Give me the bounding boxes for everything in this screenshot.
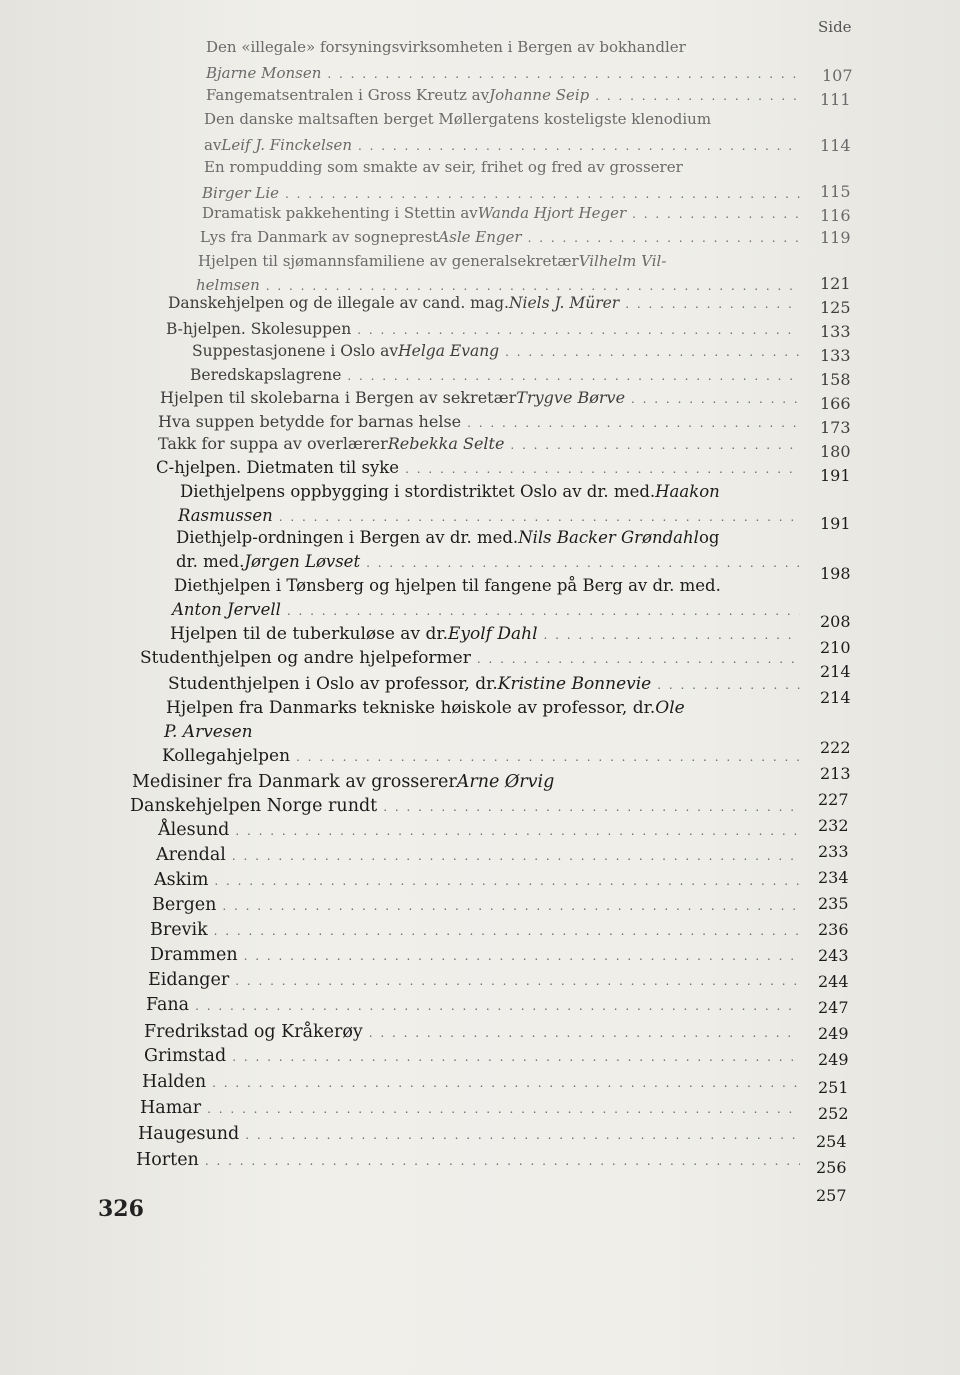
toc-entry: [136, 1150, 806, 1170]
toc-entry-author: Birger Lie: [202, 184, 280, 202]
folio-page-number: 326: [98, 1196, 144, 1222]
toc-entry: [176, 552, 806, 571]
toc-entry-author: Arne Ørvig: [456, 772, 555, 792]
toc-entry-title: Den danske maltsaften berget Møllergatens kosteligste klenodium: [204, 110, 712, 128]
toc-entry: [162, 746, 806, 766]
page-number: 222: [820, 738, 851, 757]
toc-entry: [190, 366, 806, 384]
page-number: 251: [818, 1078, 849, 1097]
toc-entry-title: Ålesund: [158, 820, 230, 840]
page-number: 133: [820, 322, 851, 341]
toc-entry: [204, 158, 806, 176]
toc-entry: [168, 294, 806, 312]
page-number: 233: [818, 842, 849, 861]
toc-entry-title: Medisiner fra Danmark av grosserer: [132, 772, 457, 792]
toc-entry: [206, 38, 806, 56]
toc-entry-title: Diethjelp-ordningen i Bergen av dr. med.: [176, 528, 519, 547]
toc-entry: [148, 970, 806, 990]
toc-entry-title: C-hjelpen. Dietmaten til syke: [156, 458, 400, 477]
toc-entry-author: Nils Backer Grøndahl: [518, 528, 699, 547]
toc-entry-title: Kollegahjelpen: [162, 746, 291, 766]
toc-entry-title: Hamar: [140, 1098, 202, 1118]
leader-dots: [366, 556, 800, 570]
toc-entry-author: P. Arvesen: [164, 722, 253, 742]
toc-entry: [158, 412, 806, 431]
toc-entry: [166, 320, 806, 338]
toc-entry-author: Bjarne Monsen: [206, 64, 322, 82]
leader-dots: [232, 849, 800, 863]
leader-dots: [235, 974, 800, 988]
leader-dots: [631, 392, 800, 406]
toc-entry-author: Rasmussen: [178, 506, 273, 525]
toc-entry: [138, 1124, 806, 1144]
toc-entry-author: Eyolf Dahl: [448, 624, 538, 644]
page-number: 252: [818, 1104, 849, 1123]
leader-dots: [235, 824, 800, 838]
leader-dots: [195, 999, 800, 1013]
toc-entry-author: Ole: [655, 698, 685, 718]
toc-entry: [202, 204, 806, 222]
toc-entry: [160, 388, 806, 407]
toc-entry-title: Diethjelpens oppbygging i stordistriktet Oslo av dr. med.: [180, 482, 656, 501]
page-column-header: Side: [818, 18, 852, 36]
toc-entry-author: Asle Enger: [438, 228, 522, 246]
leader-dots: [477, 652, 800, 666]
page-number: 173: [820, 418, 851, 437]
toc-entry: [144, 1046, 806, 1066]
page-number: 249: [818, 1050, 849, 1069]
toc-entry: [154, 870, 806, 890]
page-number: 244: [818, 972, 849, 991]
toc-entry-author: Vilhelm Vil-: [578, 252, 667, 270]
leader-dots: [595, 89, 800, 103]
toc-entry-title: Diethjelpen i Tønsberg og hjelpen til fangene på Berg av dr. med.: [174, 576, 721, 595]
toc-entry-author: Kristine Bonnevie: [497, 674, 652, 694]
leader-dots: [528, 231, 800, 245]
page-number: 180: [820, 442, 851, 461]
toc-entry-title: Bergen: [152, 895, 217, 915]
toc-entry: [144, 1022, 806, 1042]
page-number: 234: [818, 868, 849, 887]
toc-entry: [202, 184, 806, 202]
toc-entry-title: B-hjelpen. Skolesuppen: [166, 320, 352, 338]
leader-dots: [510, 438, 800, 452]
toc-entry-suffix: og: [698, 528, 720, 547]
leader-dots: [405, 462, 800, 476]
toc-entry-title: Takk for suppa av overlærer: [158, 434, 388, 453]
page-number: 254: [816, 1132, 847, 1151]
page-number: 213: [820, 764, 851, 783]
toc-entry-title: En rompudding som smakte av seir, frihet og fred av grosserer: [204, 158, 683, 176]
toc-entry: [176, 528, 806, 547]
toc-entry-title: Beredskapslagrene: [190, 366, 342, 384]
toc-entry-author: Leif J. Finckelsen: [221, 136, 353, 154]
page-number: 249: [818, 1024, 849, 1043]
leader-dots: [358, 139, 800, 153]
toc-entry: [206, 64, 806, 82]
page-number: 121: [820, 274, 851, 293]
toc-entry-title: Hjelpen fra Danmarks tekniske høiskole av professor, dr.: [166, 698, 656, 718]
leader-dots: [544, 628, 800, 642]
page-number: 133: [820, 346, 851, 365]
toc-entry: [146, 995, 806, 1015]
leader-dots: [232, 1050, 800, 1064]
leader-dots: [222, 899, 800, 913]
leader-dots: [244, 949, 800, 963]
toc-entry-author: Wanda Hjort Heger: [477, 204, 627, 222]
leader-dots: [505, 345, 800, 359]
page-number: 235: [818, 894, 849, 913]
toc-entry-title: Studenthjelpen og andre hjelpeformer: [140, 648, 471, 668]
toc-entry-title: Danskehjelpen og de illegale av cand. mag.: [168, 294, 509, 312]
toc-entry-author: helmsen: [196, 276, 260, 294]
toc-entry-author: Trygve Børve: [516, 388, 626, 407]
page-number: 208: [820, 612, 851, 631]
leader-dots: [369, 1026, 800, 1040]
toc-entry-title: Hjelpen til sjømannsfamiliene av generalsekretær: [198, 252, 579, 270]
page-number: 125: [820, 298, 851, 317]
leader-dots: [383, 800, 800, 814]
toc-entry-title: Hjelpen til de tuberkuløse av dr.: [170, 624, 448, 644]
page-number: 191: [820, 466, 851, 485]
toc-entry: [180, 482, 806, 501]
toc-entry: [172, 600, 806, 619]
page-number: 236: [818, 920, 849, 939]
toc-entry: [166, 698, 806, 718]
toc-entry-title: Fana: [146, 995, 190, 1015]
leader-dots: [207, 1102, 800, 1116]
leader-dots: [285, 187, 800, 201]
page-number: 119: [820, 228, 851, 247]
leader-dots: [296, 750, 800, 764]
leader-dots: [212, 1076, 800, 1090]
toc-entry-title: Fredrikstad og Kråkerøy: [144, 1022, 363, 1042]
toc-entry: [192, 342, 806, 360]
leader-dots: [357, 323, 800, 337]
toc-entry: [164, 722, 806, 742]
toc-entry-title: Danskehjelpen Norge rundt: [130, 796, 378, 816]
toc-entry-author: Jørgen Løvset: [244, 552, 361, 571]
leader-dots: [347, 369, 800, 383]
leader-dots: [266, 279, 800, 293]
page-number: 210: [820, 638, 851, 657]
page-number: 166: [820, 394, 851, 413]
toc-entry: [174, 576, 806, 595]
toc-entry-title: Suppestasjonene i Oslo av: [192, 342, 399, 360]
toc-entry-title: Brevik: [150, 920, 208, 940]
page-number: 114: [820, 136, 851, 155]
leader-dots: [327, 67, 800, 81]
page-number: 116: [820, 206, 851, 225]
page-number: 247: [818, 998, 849, 1017]
toc-entry-author: Anton Jervell: [172, 600, 281, 619]
toc-entry-title: Fangematsentralen i Gross Kreutz av: [206, 86, 490, 104]
toc-entry-title: Askim: [154, 870, 209, 890]
toc-entry: [150, 945, 806, 965]
page-number: 257: [816, 1186, 847, 1205]
toc-entry: [198, 252, 806, 270]
toc-entry-title: av: [204, 136, 222, 154]
toc-entry-author: Johanne Seip: [489, 86, 590, 104]
page-number: 256: [816, 1158, 847, 1177]
page-number: 227: [818, 790, 849, 809]
toc-entry-title: Studenthjelpen i Oslo av professor, dr.: [168, 674, 498, 694]
toc-entry-title: Dramatisk pakkehenting i Stettin av: [202, 204, 478, 222]
leader-dots: [214, 874, 800, 888]
toc-entry: [132, 772, 806, 792]
toc-entry-title: dr. med.: [176, 552, 245, 571]
toc-entry: [156, 458, 806, 477]
page-number: 107: [822, 66, 853, 85]
toc-entry: [200, 228, 806, 246]
toc-entry: [140, 648, 806, 668]
toc-entry: [168, 674, 806, 694]
page-number: 232: [818, 816, 849, 835]
toc-entry-title: Arendal: [156, 845, 226, 865]
toc-entry-author: Helga Evang: [398, 342, 500, 360]
toc-entry: [150, 920, 806, 940]
toc-entry: [156, 845, 806, 865]
toc-entry: [142, 1072, 806, 1092]
toc-entry-title: Horten: [136, 1150, 199, 1170]
page-number: 191: [820, 514, 851, 533]
toc-entry: [170, 624, 806, 644]
toc-entry-title: Haugesund: [138, 1124, 240, 1144]
toc-entry: [140, 1098, 806, 1118]
leader-dots: [467, 416, 800, 430]
toc-entry-author: Haakon: [655, 482, 720, 501]
page-number: 214: [820, 662, 851, 681]
leader-dots: [625, 297, 800, 311]
toc-entry: [196, 276, 806, 294]
page-number: 198: [820, 564, 851, 583]
leader-dots: [657, 678, 800, 692]
leader-dots: [245, 1128, 800, 1142]
toc-entry: [158, 820, 806, 840]
toc-entry: [130, 796, 806, 816]
page-number: 111: [820, 90, 851, 109]
toc-entry: [206, 86, 806, 104]
toc-entry-title: Hjelpen til skolebarna i Bergen av sekretær: [160, 388, 517, 407]
toc-entry: [204, 136, 806, 154]
leader-dots: [632, 207, 800, 221]
toc-entry-title: Drammen: [150, 945, 238, 965]
toc-entry-title: Halden: [142, 1072, 207, 1092]
toc-entry: [204, 110, 806, 128]
page-number: 214: [820, 688, 851, 707]
toc-entry-title: Eidanger: [148, 970, 230, 990]
toc-entry-title: Grimstad: [144, 1046, 227, 1066]
page-number: 158: [820, 370, 851, 389]
page-number: 115: [820, 182, 851, 201]
toc-entry: [178, 506, 806, 525]
leader-dots: [214, 924, 800, 938]
leader-dots: [205, 1154, 800, 1168]
toc-entry: [158, 434, 806, 453]
toc-entry: [152, 895, 806, 915]
leader-dots: [287, 604, 800, 618]
toc-entry-author: Rebekka Selte: [387, 434, 505, 453]
toc-entry-author: Niels J. Mürer: [508, 294, 620, 312]
toc-entry-title: Den «illegale» forsyningsvirksomheten i Bergen av bokhandler: [206, 38, 686, 56]
toc-entry-title: Hva suppen betydde for barnas helse: [158, 412, 462, 431]
page-number: 243: [818, 946, 849, 965]
leader-dots: [279, 510, 800, 524]
toc-entry-title: Lys fra Danmark av sogneprest: [200, 228, 439, 246]
